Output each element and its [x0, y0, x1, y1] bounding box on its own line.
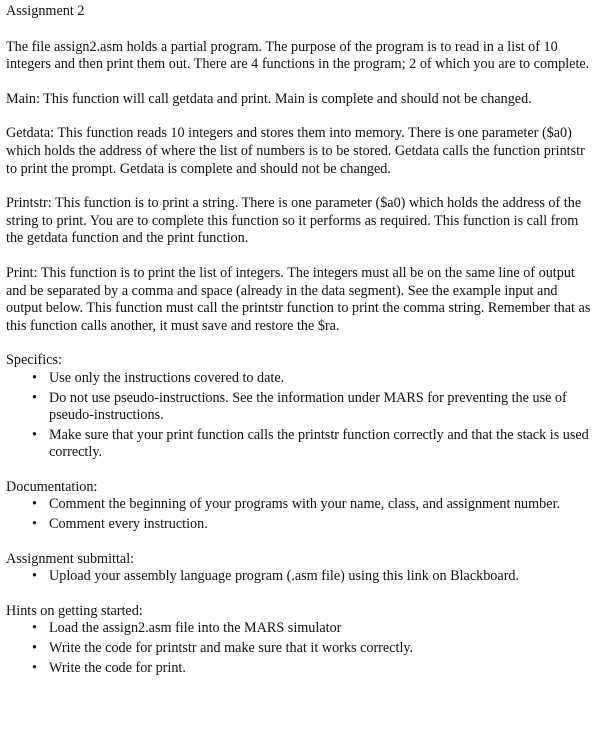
section-heading: Specifics:	[6, 352, 62, 369]
bullet-icon: •	[32, 568, 37, 585]
document-title: Assignment 2	[6, 3, 85, 19]
bullet-list	[6, 620, 597, 677]
list-item	[32, 660, 597, 678]
list-item-text: Comment the beginning of your programs with your name, class, and assignment number.	[49, 496, 561, 513]
list-item	[32, 516, 597, 534]
intro-paragraph: The file assign2.asm holds a partial program. The purpose of the program is to read in a list of 10 integers and then print them out. There are 4 functions in the program; 2 of which you are to complete.	[6, 38, 590, 73]
list-item	[32, 568, 597, 586]
list-item	[32, 496, 597, 514]
documentation-section	[6, 479, 597, 534]
bullet-icon: •	[32, 369, 37, 386]
bullet-icon: •	[32, 426, 37, 443]
list-item-text: Make sure that your print function calls the printstr function correctly and that the stack is used correctly.	[49, 426, 589, 461]
list-item-text: Use only the instructions covered to date.	[49, 369, 285, 386]
bullet-list	[6, 370, 597, 462]
list-item	[32, 370, 597, 388]
list-item-text: Comment every instruction.	[49, 516, 208, 533]
list-item-text: Upload your assembly language program (.asm file) using this link on Blackboard.	[49, 568, 520, 585]
list-item	[32, 640, 597, 658]
section-heading: Hints on getting started:	[6, 602, 143, 619]
hints-section	[6, 603, 597, 677]
bullet-icon: •	[32, 659, 37, 676]
bullet-list	[6, 496, 597, 533]
section-heading: Documentation:	[6, 478, 98, 495]
list-item-text: Write the code for printstr and make sure that it works correctly.	[49, 640, 414, 657]
bullet-icon: •	[32, 496, 37, 513]
section-heading: Assignment submittal:	[6, 550, 135, 567]
submittal-section	[6, 551, 597, 586]
getdata-paragraph: Getdata: This function reads 10 integers and stores them into memory. There is one parameter ($a0) which holds the address of where the list of numbers is to be stored. Getdata calls the function printstr to print the prompt. Getdata is complete and should not be changed.	[6, 125, 585, 177]
print-paragraph: Print: This function is to print the list of integers. The integers must all be on the same line of output and be separated by a comma and space (already in the data segment). See the example input and output below. This function must call the printstr function to print the comma string. Remember that as this function calls another, it must save and restore the $ra.	[6, 264, 591, 334]
bullet-list	[6, 568, 597, 586]
specifics-section	[6, 352, 597, 462]
bullet-icon: •	[32, 516, 37, 533]
list-item	[32, 427, 597, 462]
bullet-icon: •	[32, 640, 37, 657]
list-item-text: Do not use pseudo-instructions. See the information under MARS for preventing the use of pseudo-instructions.	[49, 389, 567, 424]
bullet-icon: •	[32, 389, 37, 406]
printstr-paragraph: Printstr: This function is to print a string. There is one parameter ($a0) which holds the address of the string to print. You are to complete this function so it performs as required. This function is call from the getdata function and the print function.	[6, 195, 582, 247]
list-item	[32, 390, 597, 425]
bullet-icon: •	[32, 620, 37, 637]
list-item-text: Load the assign2.asm file into the MARS simulator	[49, 620, 342, 637]
list-item-text: Write the code for print.	[49, 659, 186, 676]
main-paragraph: Main: This function will call getdata and print. Main is complete and should not be changed.	[6, 90, 532, 107]
list-item	[32, 620, 597, 638]
